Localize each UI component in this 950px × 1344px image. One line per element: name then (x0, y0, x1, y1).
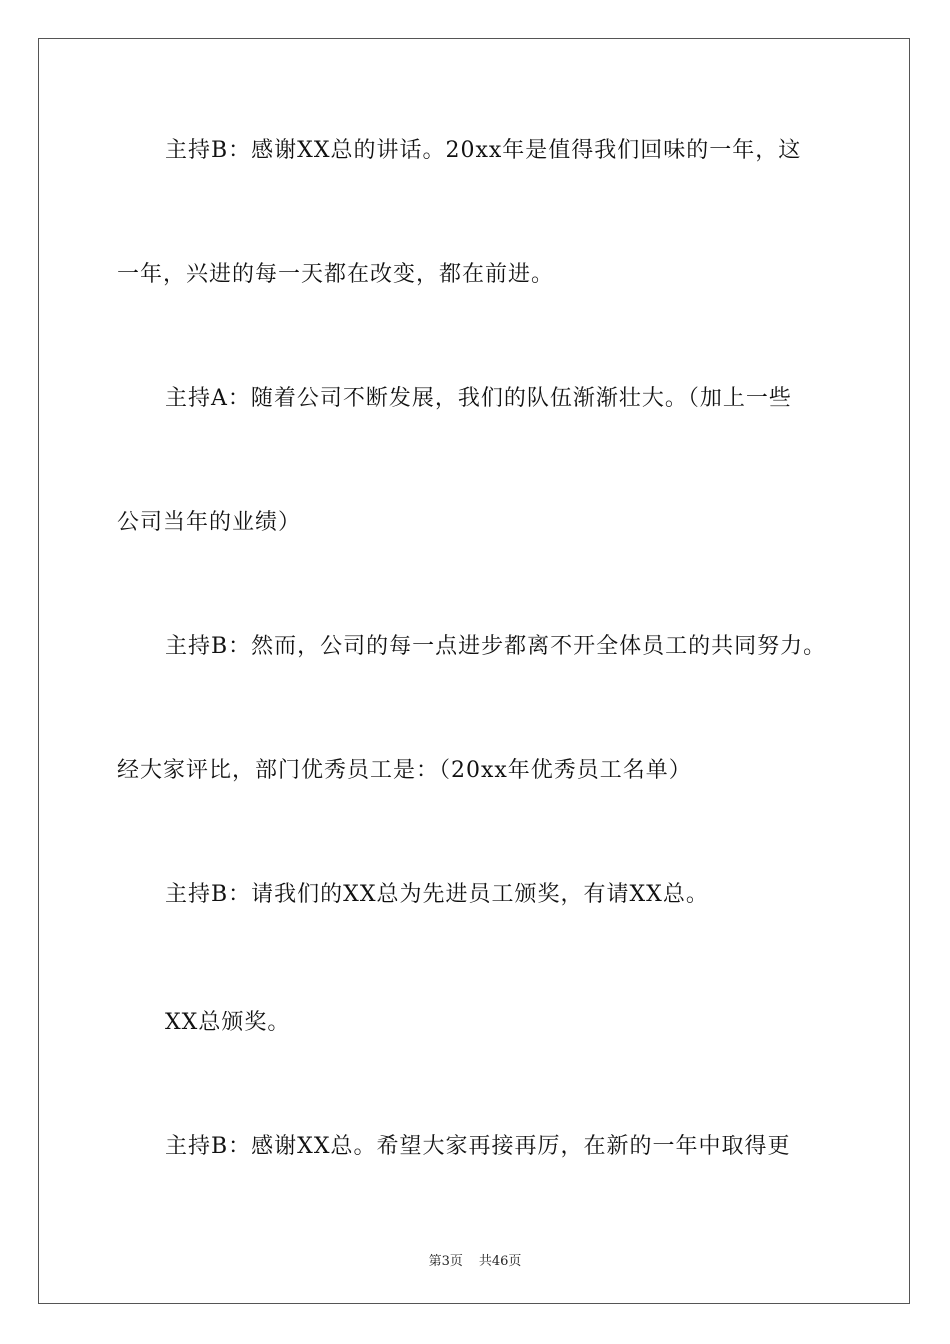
page-border (38, 38, 910, 1304)
paragraph-line: 主持A：随着公司不断发展，我们的队伍渐渐壮大。（加上一些 (165, 386, 792, 411)
paragraph-line: XX总颁奖。 (165, 1010, 291, 1035)
paragraph-line: 主持B：感谢XX总。希望大家再接再厉，在新的一年中取得更 (165, 1134, 791, 1159)
page-total: 共46页 (478, 1254, 522, 1269)
paragraph-line: 公司当年的业绩） (117, 510, 302, 535)
paragraph-line: 主持B：感谢XX总的讲话。20xx年是值得我们回味的一年，这 (165, 138, 802, 163)
paragraph-line: 经大家评比，部门优秀员工是：（20xx年优秀员工名单） (117, 758, 692, 783)
paragraph-line: 主持B：请我们的XX总为先进员工颁奖，有请XX总。 (165, 882, 709, 907)
page-number: 第3页 (428, 1254, 463, 1269)
paragraph-line: 主持B：然而，公司的每一点进步都离不开全体员工的共同努力。 (165, 634, 827, 659)
page-footer (0, 1250, 950, 1269)
paragraph-line: 一年，兴进的每一天都在改变，都在前进。 (117, 262, 555, 287)
